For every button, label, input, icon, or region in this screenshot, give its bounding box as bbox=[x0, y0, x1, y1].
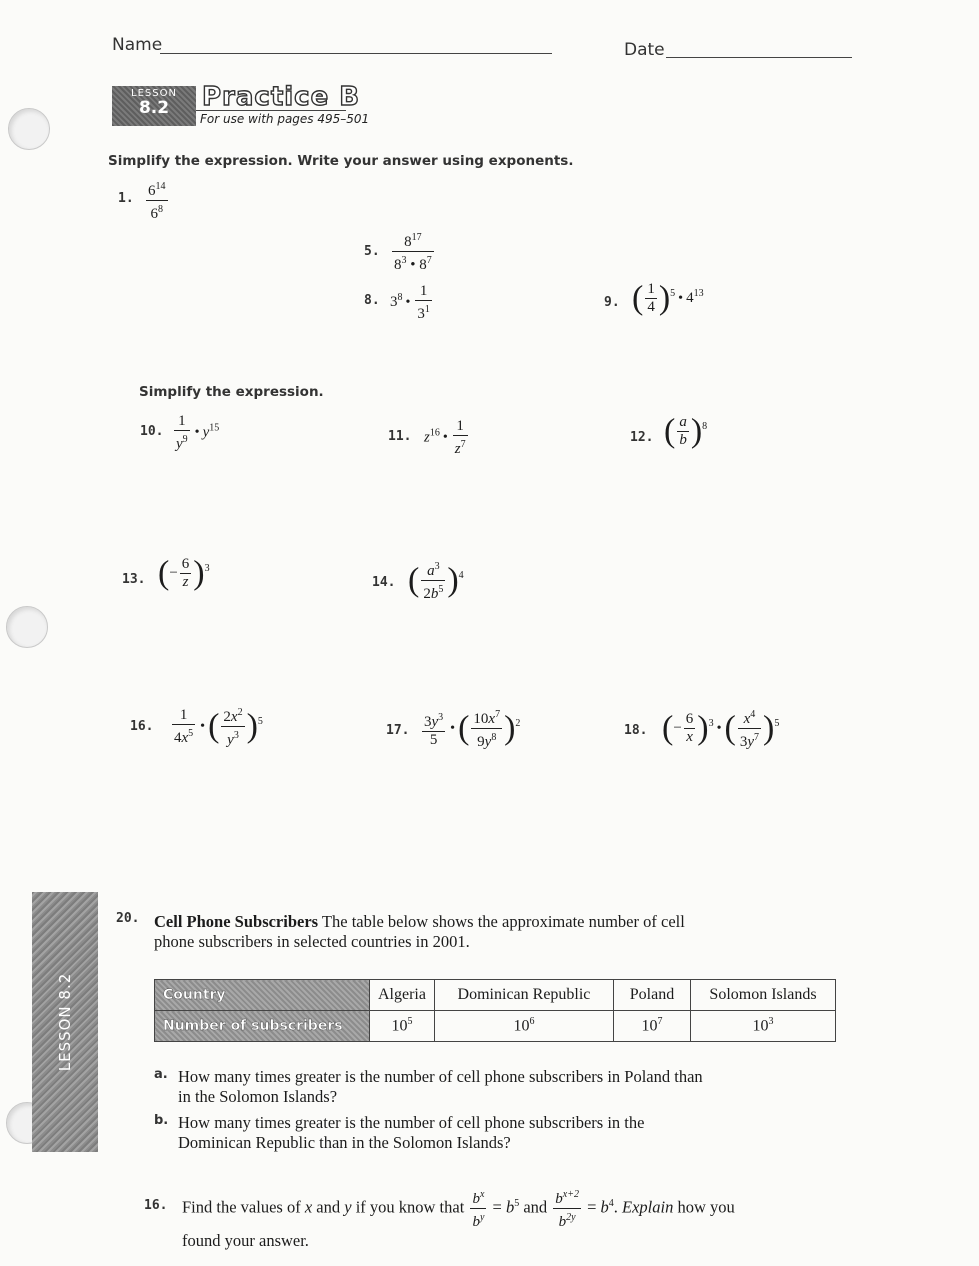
problem-13-expression: (− $\frac{6}{z}$ )$^3$ bbox=[158, 554, 210, 592]
title-rule bbox=[196, 110, 346, 111]
problem-number: 14. bbox=[372, 575, 396, 590]
subscriber-cell: $10^7$ bbox=[613, 1011, 690, 1042]
country-cell: Poland bbox=[613, 980, 690, 1011]
section1-instruction: Simplify the expression. Write your answer using exponents. bbox=[108, 153, 574, 169]
problem-number: 18. bbox=[624, 723, 648, 738]
problem-number: 17. bbox=[386, 723, 410, 738]
problem-number: 12. bbox=[630, 430, 654, 445]
country-cell: Solomon Islands bbox=[690, 980, 835, 1011]
problem-20-line2: phone subscribers in selected countries in 2001. bbox=[154, 932, 470, 951]
problem-1-expression: $\frac{6^{14}}{6^8}$ bbox=[144, 178, 170, 223]
problem-17-expression: $\frac{3y^3}{5}$ •( $\frac{10x^7}{9y^8}$ )$^2$ bbox=[420, 706, 520, 751]
date-field[interactable] bbox=[666, 57, 852, 58]
part-b-label: b. bbox=[154, 1113, 169, 1128]
problem-last-text: Find the values of x and y if you know that $\frac{b^x}{b^y}$ = $b^5$ and $\frac{b^{x+2}}{b^{2y}}$ = $b^4$. Explain how you found your answer. bbox=[182, 1186, 802, 1251]
table-row bbox=[155, 1011, 836, 1042]
problem-number: 1. bbox=[118, 191, 134, 206]
page-title: Practice B bbox=[202, 82, 361, 112]
problem-11-expression: $z^{16}$ • $\frac{1}{z^7}$ bbox=[424, 418, 466, 457]
problem-10-expression: $\frac{1}{y^9}$ • $y^{15}$ bbox=[176, 413, 220, 452]
lesson-badge bbox=[112, 86, 196, 126]
date-label: Date bbox=[624, 40, 665, 60]
problem-5-expression: $\frac{8^{17}}{8^3 • 8^7}$ bbox=[390, 229, 436, 274]
problem-9-expression: ( $\frac{1}{4}$ )$^5$ • $4^{13}$ bbox=[632, 279, 704, 317]
part-a-label: a. bbox=[154, 1067, 168, 1082]
problem-number: 8. bbox=[364, 293, 380, 308]
country-cell: Dominican Republic bbox=[434, 980, 613, 1011]
lesson-side-tab bbox=[32, 892, 98, 1152]
punch-hole-middle bbox=[6, 606, 48, 648]
row-header-country: Country bbox=[155, 980, 370, 1011]
problem-20-text bbox=[154, 912, 685, 952]
name-label: Name bbox=[112, 35, 163, 55]
problem-number: 10. bbox=[140, 424, 164, 439]
problem-number: 5. bbox=[364, 244, 380, 259]
problem-20-line1: The table below shows the approximate number of cell bbox=[321, 912, 685, 931]
problem-number: 13. bbox=[122, 572, 146, 587]
problem-20-number: 20. bbox=[116, 911, 140, 926]
row-header-subscribers: Number of subscribers bbox=[155, 1011, 370, 1042]
problem-14-expression: ( $\frac{a^3}{2b^5}$ )$^4$ bbox=[408, 558, 464, 603]
section2-instruction: Simplify the expression. bbox=[139, 384, 324, 400]
name-field[interactable] bbox=[160, 53, 552, 54]
problem-number: 9. bbox=[604, 295, 620, 310]
lesson-side-tab-label: LESSON 8.2 bbox=[56, 972, 74, 1072]
problem-8-expression: $3^8$ • $\frac{1}{3^1}$ bbox=[390, 283, 430, 322]
explain-word: Explain bbox=[622, 1197, 674, 1217]
part-a-text: How many times greater is the number of cell phone subscribers in Poland than in the Solomon Islands? bbox=[178, 1067, 703, 1106]
subscriber-cell: $10^6$ bbox=[434, 1011, 613, 1042]
lesson-badge-number: 8.2 bbox=[138, 98, 170, 118]
subscriber-cell: $10^3$ bbox=[690, 1011, 835, 1042]
punch-hole-top bbox=[8, 108, 50, 150]
problem-number: 11. bbox=[388, 429, 412, 444]
problem-18-expression: (− $\frac{6}{x}$ )$^3$ •( $\frac{x^4}{3y^7}$ )$^5$ bbox=[662, 706, 779, 751]
lesson-badge-label: LESSON bbox=[131, 88, 177, 99]
table-row bbox=[155, 980, 836, 1011]
problem-20-title: Cell Phone Subscribers bbox=[154, 912, 319, 931]
problem-last-number: 16. bbox=[144, 1198, 168, 1213]
problem-number: 16. bbox=[130, 719, 154, 734]
subscriber-cell: $10^5$ bbox=[370, 1011, 435, 1042]
part-b-text: How many times greater is the number of cell phone subscribers in the Dominican Republic than in the Solomon Islands? bbox=[178, 1113, 645, 1152]
page-subtitle: For use with pages 495–501 bbox=[200, 112, 370, 126]
subscribers-table bbox=[154, 979, 836, 1042]
problem-12-expression: ( $\frac{a}{b}$ )$^8$ bbox=[664, 412, 708, 450]
problem-16-expression: $\frac{1}{4x^5}$ •( $\frac{2x^2}{y^3}$ )$^5$ bbox=[170, 704, 263, 749]
country-cell: Algeria bbox=[370, 980, 435, 1011]
